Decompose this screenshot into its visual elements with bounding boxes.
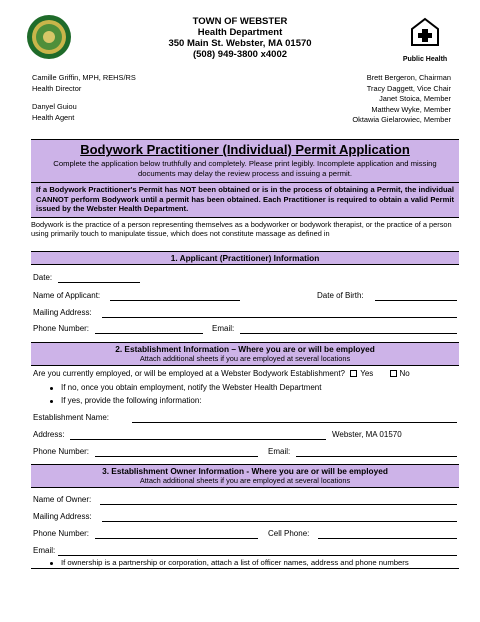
section-3-header <box>31 464 459 488</box>
establishment-email-field[interactable] <box>296 456 457 457</box>
establishment-phone-label: Phone Number: <box>33 447 90 456</box>
establishment-email-label: Email: <box>268 447 291 456</box>
town-seal-logo <box>26 14 72 60</box>
owner-phone-label: Phone Number: <box>33 529 90 538</box>
date-field[interactable] <box>58 282 140 283</box>
no-label: No <box>399 369 410 378</box>
department-phone: (508) 949-3800 x4002 <box>192 49 288 60</box>
public-health-logo <box>395 17 455 67</box>
bullet-icon <box>50 400 53 403</box>
establishment-name-field[interactable] <box>132 422 457 423</box>
establishment-phone-field[interactable] <box>95 456 258 457</box>
phone-field[interactable] <box>95 333 203 334</box>
department-name: Health Department <box>197 27 283 38</box>
email-label: Email: <box>212 324 235 333</box>
form-title: Bodywork Practitioner (Individual) Permit Application <box>80 142 410 157</box>
date-label: Date: <box>33 273 53 282</box>
section-1-title: 1. Applicant (Practitioner) Information <box>170 253 320 263</box>
applicant-name-field[interactable] <box>110 300 240 301</box>
public-health-text: Public Health <box>402 56 448 63</box>
establishment-address-field[interactable] <box>70 439 326 440</box>
public-health-icon <box>408 17 442 47</box>
owner-email-field[interactable] <box>58 555 457 556</box>
board-member: Janet Stoica, Member <box>379 94 451 104</box>
staff-title: Health Director <box>32 83 82 93</box>
owner-cell-label: Cell Phone: <box>268 529 310 538</box>
dob-field[interactable] <box>375 300 457 301</box>
dob-label: Date of Birth: <box>317 291 364 300</box>
employment-question-text: Are you currently employed, or will be employed at a Webster Bodywork Establishment? <box>33 369 345 378</box>
section-3-title: 3. Establishment Owner Information - Where you are or will be employed <box>102 466 388 476</box>
department-address: 350 Main St. Webster, MA 01570 <box>168 38 312 49</box>
bullet-yes-text: If yes, provide the following information: <box>61 396 202 405</box>
title-banner <box>31 139 459 182</box>
establishment-name-label: Establishment Name: <box>33 413 110 422</box>
owner-cell-field[interactable] <box>318 538 457 539</box>
yes-checkbox[interactable] <box>350 370 357 377</box>
section-2-note: Attach additional sheets if you are employed at several locations <box>139 354 351 363</box>
applicant-name-label: Name of Applicant: <box>33 291 101 300</box>
staff-name: Camille Griffin, MPH, REHS/RS <box>32 73 136 82</box>
staff-title: Health Agent <box>32 112 75 122</box>
no-checkbox[interactable] <box>390 370 397 377</box>
email-field[interactable] <box>240 333 457 334</box>
owner-mailing-field[interactable] <box>102 521 457 522</box>
owner-email-label: Email: <box>33 546 56 555</box>
board-member: Brett Bergeron, Chairman <box>366 73 451 82</box>
section-2-title: 2. Establishment Information – Where you are or will be employed <box>115 344 375 354</box>
staff-left-list <box>32 73 202 123</box>
section-2-header <box>31 342 459 366</box>
owner-name-label: Name of Owner: <box>33 495 92 504</box>
ownership-note: If ownership is a partnership or corporation, attach a list of officer names, address and phone numbers <box>61 558 409 567</box>
establishment-city: Webster, MA 01570 <box>332 430 402 439</box>
establishment-address-label: Address: <box>33 430 65 439</box>
mailing-address-field[interactable] <box>102 317 457 318</box>
owner-phone-field[interactable] <box>95 538 258 539</box>
yes-label: Yes <box>360 369 374 378</box>
letterhead <box>140 16 340 60</box>
staff-name: Danyel Guiou <box>32 102 77 112</box>
phone-label: Phone Number: <box>33 324 90 333</box>
owner-mailing-label: Mailing Address: <box>33 512 92 521</box>
form-instructions: Complete the application below truthfully and completely. Please print legibly. Incomplete application and missing documents may delay the review process and issuing a permit. <box>53 159 437 178</box>
section-1-header <box>31 251 459 265</box>
bullet-icon <box>50 387 53 390</box>
board-members-list <box>280 73 451 126</box>
section-3-note: Attach additional sheets if you are employed at several locations <box>139 476 351 485</box>
bottom-rule <box>31 568 459 569</box>
owner-name-field[interactable] <box>100 504 457 505</box>
bullet-no-text: If no, once you obtain employment, notify the Webster Health Department <box>61 383 322 392</box>
bullet-icon <box>50 562 53 565</box>
board-member: Oktawia Gielarowiec, Member <box>352 115 451 125</box>
board-member: Tracy Daggett, Vice Chair <box>366 83 451 93</box>
mailing-address-label: Mailing Address: <box>33 308 92 317</box>
employment-question <box>33 369 410 379</box>
town-name: TOWN OF WEBSTER <box>192 16 288 27</box>
permit-warning: If a Bodywork Practitioner's Permit has NOT been obtained or is in the process of obtaining a Permit, the individual CANNOT perform Bodywork until a permit has been obtained. Each Practitioner is required to obtain a valid Permit issued by the Webster Health Department. <box>31 182 459 218</box>
bodywork-definition: Bodywork is the practice of a person representing themselves as a bodyworker or bodywork therapist, or the practice of a person using primarily touch to manipulate tissue, which does not constitute massage as defined in <box>31 220 452 239</box>
board-member: Matthew Wyke, Member <box>371 104 451 114</box>
